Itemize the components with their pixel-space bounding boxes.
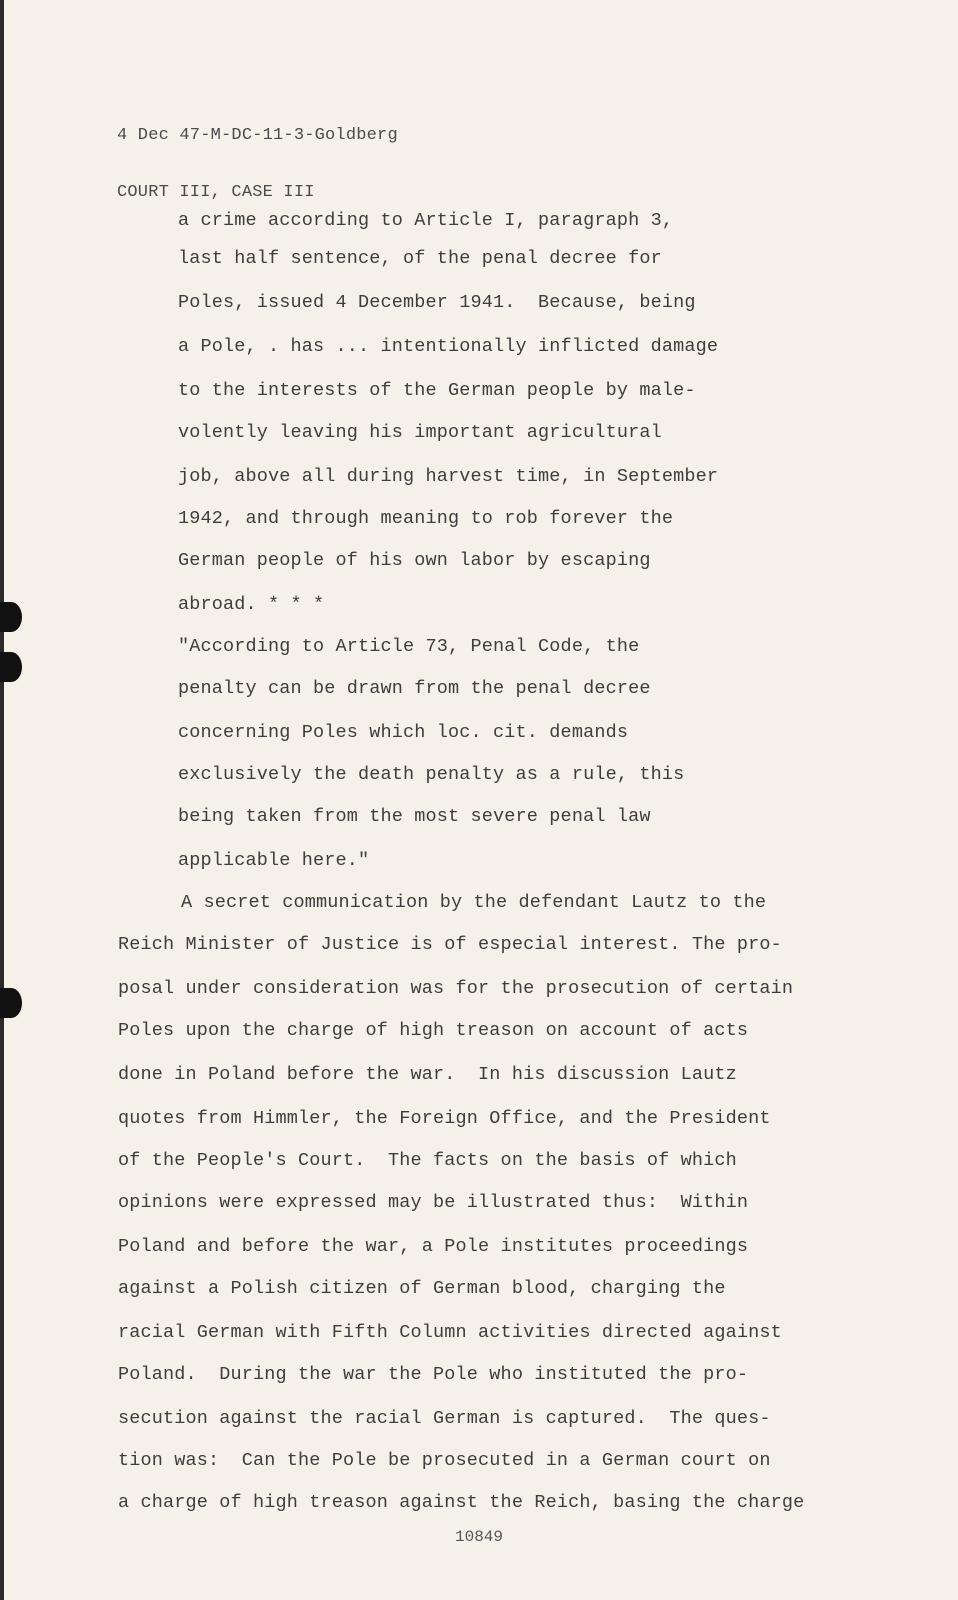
quote-line: concerning Poles which loc. cit. demands [178,722,629,743]
quote-line: job, above all during harvest time, in September [178,466,719,487]
quote-line: a crime according to Article I, paragraph 3, [178,210,674,231]
header-line-1: 4 Dec 47-M-DC-11-3-Goldberg [117,126,398,145]
page-edge-shadow [0,0,4,1600]
quote-line: "According to Article 73, Penal Code, the [178,636,640,657]
body-line: quotes from Himmler, the Foreign Office, and the President [118,1108,771,1129]
body-line: Poles upon the charge of high treason on account of acts [118,1020,749,1041]
quote-line: applicable here." [178,850,370,871]
body-line: against a Polish citizen of German blood, charging the [118,1278,726,1299]
quote-line: being taken from the most severe penal law [178,806,651,827]
punch-hole-1 [0,602,22,632]
body-line: posal under consideration was for the prosecution of certain [118,978,794,999]
body-line: of the People's Court. The facts on the basis of which [118,1150,737,1171]
quote-line: to the interests of the German people by male- [178,380,696,401]
quote-line: penalty can be drawn from the penal decree [178,678,651,699]
body-line: a charge of high treason against the Reich, basing the charge [118,1492,805,1513]
quote-line: last half sentence, of the penal decree for [178,248,662,269]
quote-line: German people of his own labor by escaping [178,550,651,571]
body-first-line: A secret communication by the defendant Lautz to the [181,892,767,913]
header-line-2: COURT III, CASE III [117,183,315,202]
quote-line: volently leaving his important agricultural [178,422,662,443]
page-number: 10849 [454,1528,503,1546]
quote-line: exclusively the death penalty as a rule, this [178,764,685,785]
body-line: done in Poland before the war. In his discussion Lautz [118,1064,737,1085]
body-line: racial German with Fifth Column activities directed against [118,1322,782,1343]
punch-hole-2 [0,652,22,682]
body-line: secution against the racial German is captured. The ques- [118,1408,771,1429]
quote-line: 1942, and through meaning to rob forever the [178,508,674,529]
punch-hole-3 [0,988,22,1018]
quote-line: a Pole, . has ... intentionally inflicted damage [178,336,719,357]
body-line: Reich Minister of Justice is of especial interest. The pro- [118,934,782,955]
quote-line: Poles, issued 4 December 1941. Because, being [178,292,696,313]
body-line: opinions were expressed may be illustrated thus: Within [118,1192,749,1213]
body-line: Poland and before the war, a Pole institutes proceedings [118,1236,749,1257]
body-line: Poland. During the war the Pole who instituted the pro- [118,1364,749,1385]
body-line: tion was: Can the Pole be prosecuted in a German court on [118,1450,771,1471]
quote-line: abroad. * * * [178,594,325,615]
